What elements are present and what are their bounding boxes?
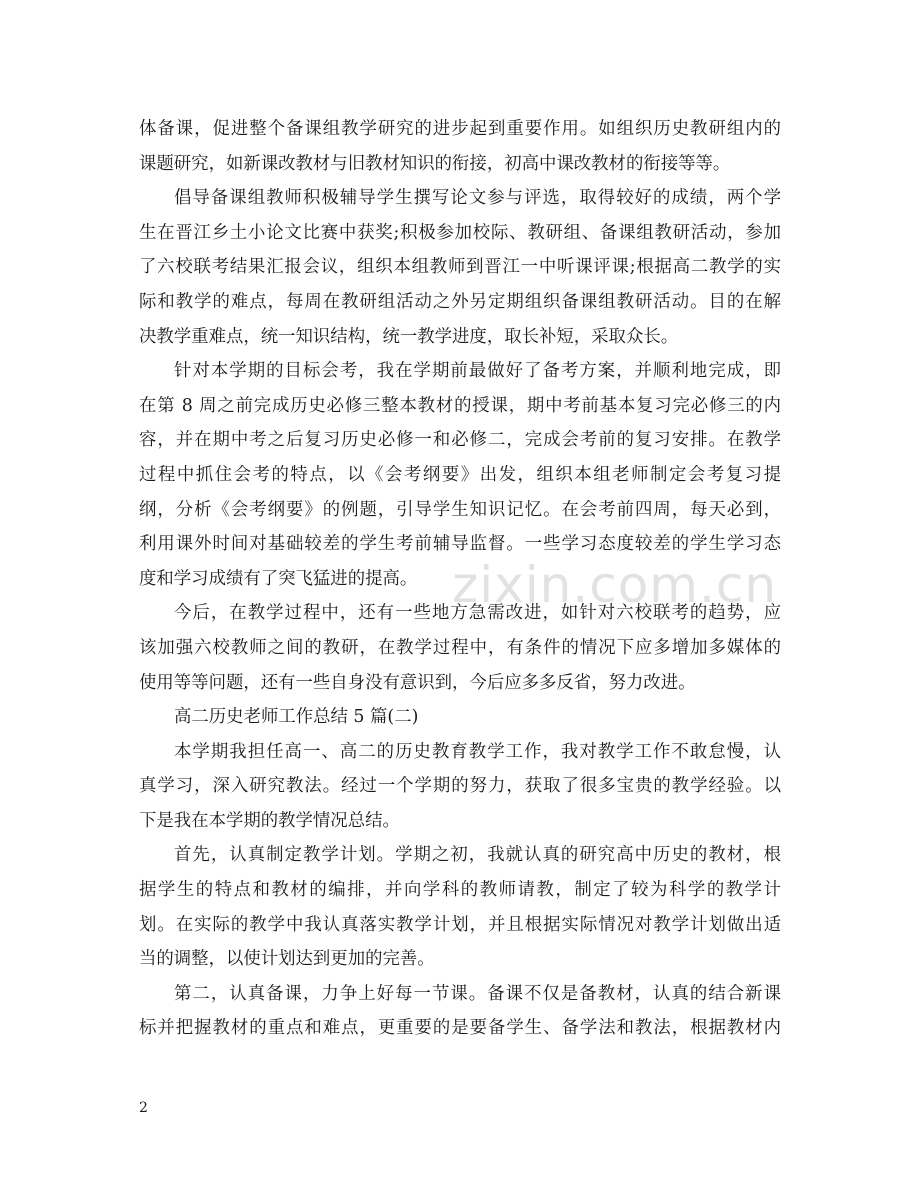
text-line: 利用课外时间对基础较差的学生考前辅导监督。一些学习态度较差的学生学习态 (139, 534, 781, 555)
text-line: 划。在实际的教学中我认真落实教学计划，并且根据实际情况对教学计划做出适 (139, 914, 781, 935)
text-line: 在第 8 周之前完成历史必修三整本教材的授课，期中考前基本复习完必修三的内 (139, 395, 781, 416)
text-line: 纲，分析《会考纲要》的例题，引导学生知识记忆。在会考前四周，每天必到， (139, 499, 781, 520)
paragraph-start-line: 第二，认真备课，力争上好每一节课。备课不仅是备教材，认真的结合新课 (174, 983, 781, 1004)
text-line: 标并把握教材的重点和难点，更重要的是要备学生、备学法和教法，根据教材内 (139, 1018, 781, 1039)
paragraph-start-line: 本学期我担任高一、高二的历史教育教学工作，我对教学工作不敢怠慢，认 (174, 741, 781, 762)
page-number: 2 (139, 1100, 148, 1116)
text-line: 生在晋江乡土小论文比赛中获奖;积极参加校际、教研组、备课组教研活动，参加 (139, 222, 781, 243)
paragraph-start-line: 今后，在教学过程中，还有一些地方急需改进，如针对六校联考的趋势，应 (174, 603, 781, 624)
text-line: 过程中抓住会考的特点，以《会考纲要》出发，组织本组老师制定会考复习提 (139, 464, 781, 485)
paragraph-start-line: 针对本学期的目标会考，我在学期前最做好了备考方案，并顺利地完成，即 (174, 361, 781, 382)
text-line: 真学习，深入研究教法。经过一个学期的努力，获取了很多宝贵的教学经验。以 (139, 776, 781, 797)
text-line: 使用等等问题，还有一些自身没有意识到，今后应多多反省，努力改进。 (139, 672, 696, 693)
text-line: 体备课，促进整个备课组教学研究的进步起到重要作用。如组织历史教研组内的 (139, 119, 781, 139)
paragraph-start-line: 倡导备课组教师积极辅导学生撰写论文参与评选，取得较好的成绩，两个学 (174, 188, 781, 209)
text-line: 据学生的特点和教材的编排，并向学科的教师请教，制定了较为科学的教学计 (139, 880, 781, 901)
text-line: 容，并在期中考之后复习历史必修一和必修二，完成会考前的复习安排。在教学 (139, 430, 781, 451)
watermark: zixin.com.cn (452, 556, 778, 614)
text-line: 了六校联考结果汇报会议，组织本组教师到晋江一中听课评课;根据高二教学的实 (139, 257, 781, 278)
paragraph-start-line: 首先，认真制定教学计划。学期之初，我就认真的研究高中历史的教材，根 (174, 845, 781, 866)
text-line: 际和教学的难点，每周在教研组活动之外另定期组织备课组教研活动。目的在解 (139, 291, 781, 312)
text-line: 当的调整，以使计划达到更加的完善。 (139, 949, 435, 970)
text-line: 度和学习成绩有了突飞猛进的提高。 (139, 568, 418, 589)
text-line: 决教学重难点，统一知识结构，统一教学进度，取长补短，采取众长。 (139, 326, 679, 347)
text-line: 课题研究，如新课改教材与旧教材知识的衔接，初高中课改教材的衔接等等。 (139, 153, 731, 174)
section-heading: 高二历史老师工作总结 5 篇(二) (174, 707, 419, 728)
text-line: 下是我在本学期的教学情况总结。 (139, 810, 400, 831)
text-line: 该加强六校教师之间的教研，在教学过程中，有条件的情况下应多增加多媒体的 (139, 637, 781, 658)
